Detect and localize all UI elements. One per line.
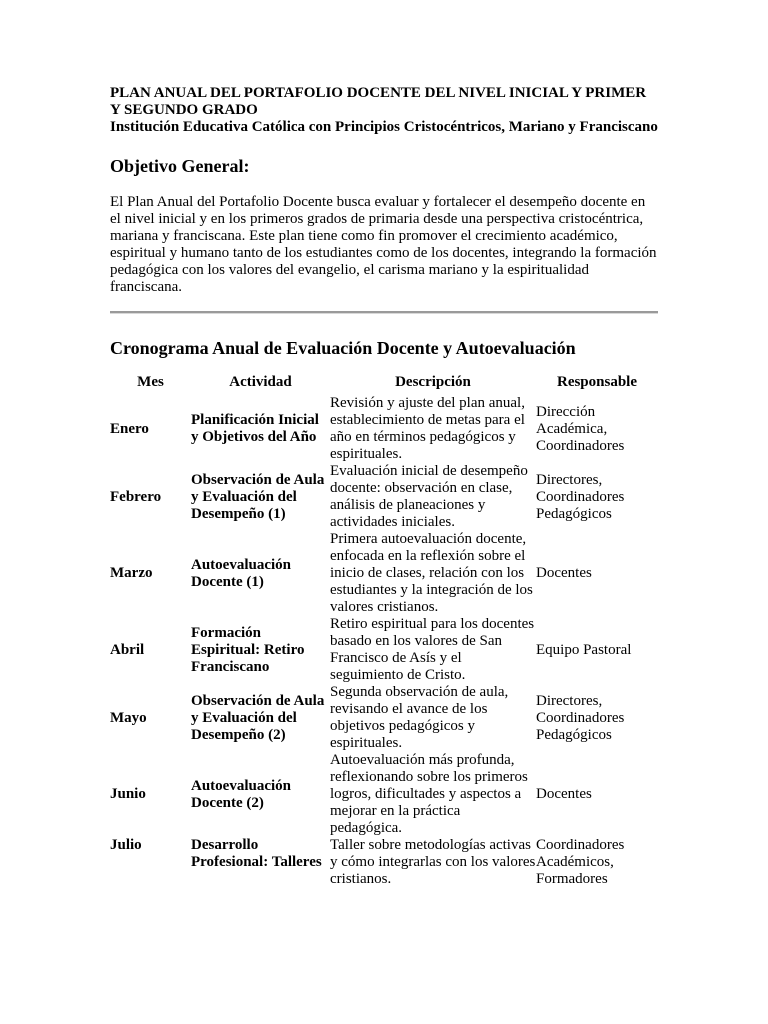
cell-mes: Julio	[110, 837, 142, 853]
cell-responsable: Coordinadores Académicos, Formadores	[536, 837, 625, 887]
cell-actividad: Autoevaluación Docente (2)	[191, 777, 292, 811]
cell-responsable: Docentes	[536, 565, 592, 581]
header-mes: Mes	[137, 374, 164, 390]
cell-descripcion: Evaluación inicial de desempeño docente: observación en clase, análisis de planeaciones y actividades iniciales.	[330, 463, 528, 530]
table-row	[110, 531, 658, 616]
horizontal-divider	[110, 311, 658, 314]
cell-responsable: Dirección Académica, Coordinadores	[536, 403, 625, 454]
header-responsable: Responsable	[556, 374, 638, 390]
cell-mes: Enero	[110, 420, 149, 437]
cell-responsable: Directores, Coordinadores Pedagógicos	[536, 471, 625, 522]
cell-mes: Febrero	[110, 488, 162, 505]
cell-descripcion: Retiro espiritual para los docentes basado en los valores de San Francisco de Asís y el seguimiento de Cristo.	[330, 616, 535, 683]
cell-actividad: Observación de Aula y Evaluación del Desempeño (2)	[191, 692, 325, 743]
cell-responsable: Directores, Coordinadores Pedagógicos	[536, 692, 625, 743]
cell-actividad: Desarrollo Profesional: Talleres	[191, 837, 322, 870]
cell-mes: Mayo	[110, 709, 147, 726]
table-row	[110, 684, 658, 752]
header-descripcion: Descripción	[395, 374, 471, 390]
table-row	[110, 616, 658, 684]
cell-actividad: Autoevaluación Docente (1)	[191, 556, 292, 590]
cronograma-table	[110, 374, 658, 888]
cell-actividad: Formación Espiritual: Retiro Franciscano	[191, 624, 305, 675]
document-subtitle: Institución Educativa Católica con Principios Cristocéntricos, Mariano y Franciscano	[110, 119, 658, 135]
table-row	[110, 837, 658, 888]
cell-mes: Junio	[110, 786, 146, 802]
document-page	[110, 85, 658, 888]
cell-descripcion: Primera autoevaluación docente, enfocada en la reflexión sobre el inicio de clases, relación con los estudiantes y la integración de los valores cristianos.	[330, 531, 533, 615]
cell-descripcion: Segunda observación de aula, revisando el avance de los objetivos pedagógicos y espirituales.	[330, 684, 509, 751]
cronograma-heading: Cronograma Anual de Evaluación Docente y Autoevaluación	[110, 338, 576, 358]
cell-descripcion: Taller sobre metodologías activas y cómo integrarlas con los valores cristianos.	[330, 837, 536, 887]
table-header-row	[110, 374, 658, 395]
document-title: PLAN ANUAL DEL PORTAFOLIO DOCENTE DEL NIVEL INICIAL Y PRIMER Y SEGUNDO GRADO	[110, 85, 647, 118]
cell-actividad: Observación de Aula y Evaluación del Desempeño (1)	[191, 471, 325, 522]
cell-responsable: Docentes	[536, 786, 592, 802]
objetivo-heading: Objetivo General:	[110, 156, 250, 176]
cell-responsable: Equipo Pastoral	[536, 641, 632, 658]
header-actividad: Actividad	[229, 374, 292, 390]
table-row	[110, 752, 658, 837]
table-row	[110, 463, 658, 531]
cell-mes: Marzo	[110, 565, 153, 581]
cell-actividad: Planificación Inicial y Objetivos del Año	[191, 412, 319, 445]
cell-descripcion: Revisión y ajuste del plan anual, establecimiento de metas para el año en términos pedagógicos y espirituales.	[330, 395, 525, 462]
cell-descripcion: Autoevaluación más profunda, reflexionando sobre los primeros logros, dificultades y aspectos a mejorar en la práctica pedagógica.	[330, 752, 528, 836]
objetivo-paragraph: El Plan Anual del Portafolio Docente busca evaluar y fortalecer el desempeño docente en el nivel inicial y en los primeros grados de primaria desde una perspectiva cristocéntrica, mariana y franciscana. Este plan tiene como fin promover el crecimiento académico, espiritual y humano tanto de los estudiantes como de los docentes, integrando la formación pedagógica con los valores del evangelio, el carisma mariano y la espiritualidad franciscana.	[110, 194, 657, 295]
cell-mes: Abril	[110, 641, 145, 658]
table-row	[110, 395, 658, 463]
